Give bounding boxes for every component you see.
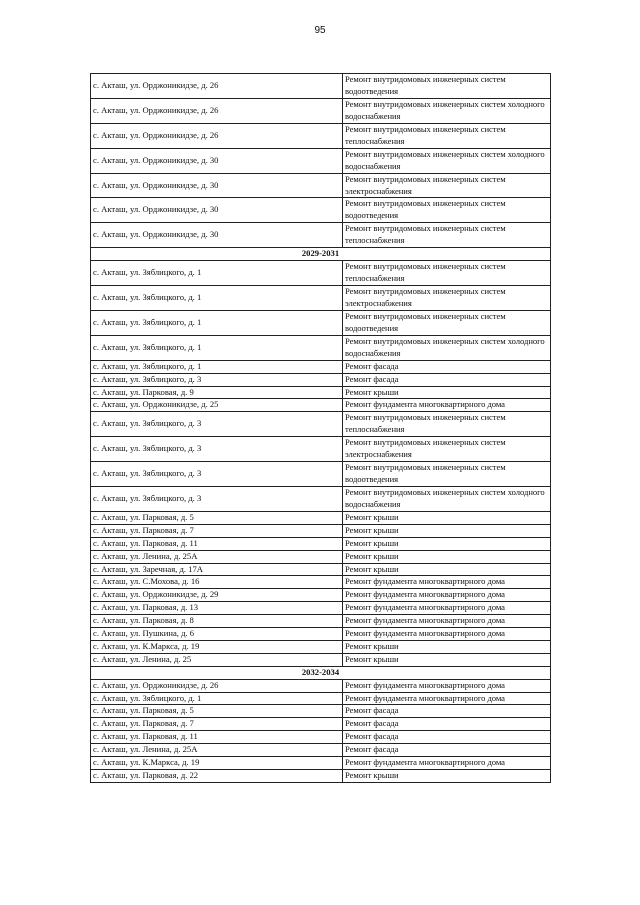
address-cell: с. Акташ, ул. Парковая, д. 9: [91, 386, 343, 399]
address-cell: с. Акташ, ул. Ленина, д. 25А: [91, 744, 343, 757]
work-type-cell: Ремонт фасада: [343, 705, 551, 718]
work-type-cell: Ремонт внутридомовых инженерных систем теплоснабжения: [343, 223, 551, 248]
work-type-cell: Ремонт крыши: [343, 524, 551, 537]
work-type-cell: Ремонт фундамента многоквартирного дома: [343, 692, 551, 705]
repair-schedule-table: [90, 73, 551, 783]
table-row: [91, 98, 551, 123]
address-cell: с. Акташ, ул. Ленина, д. 25: [91, 653, 343, 666]
table-row: [91, 373, 551, 386]
address-cell: с. Акташ, ул. Орджоникидзе, д. 29: [91, 589, 343, 602]
work-type-cell: Ремонт фасада: [343, 718, 551, 731]
address-cell: с. Акташ, ул. Орджоникидзе, д. 30: [91, 148, 343, 173]
work-type-cell: Ремонт крыши: [343, 550, 551, 563]
work-type-cell: Ремонт внутридомовых инженерных систем электроснабжения: [343, 173, 551, 198]
address-cell: с. Акташ, ул. Парковая, д. 5: [91, 511, 343, 524]
address-cell: с. Акташ, ул. С.Мохова, д. 16: [91, 576, 343, 589]
address-cell: с. Акташ, ул. Орджоникидзе, д. 30: [91, 223, 343, 248]
address-cell: с. Акташ, ул. Зяблицкого, д. 1: [91, 360, 343, 373]
address-cell: с. Акташ, ул. Пушкина, д. 6: [91, 628, 343, 641]
page-number: 95: [314, 25, 326, 36]
address-cell: с. Акташ, ул. Зяблицкого, д. 3: [91, 462, 343, 487]
address-cell: с. Акташ, ул. Заречная, д. 17А: [91, 563, 343, 576]
work-type-cell: Ремонт фундамента многоквартирного дома: [343, 602, 551, 615]
address-cell: с. Акташ, ул. К.Маркса, д. 19: [91, 757, 343, 770]
work-type-cell: Ремонт фасада: [343, 373, 551, 386]
address-cell: с. Акташ, ул. Парковая, д. 7: [91, 524, 343, 537]
work-type-cell: Ремонт внутридомовых инженерных систем холодного водоснабжения: [343, 148, 551, 173]
table-row: [91, 537, 551, 550]
table-row: [91, 286, 551, 311]
address-cell: с. Акташ, ул. Зяблицкого, д. 1: [91, 261, 343, 286]
table-row: [91, 437, 551, 462]
table-row: [91, 223, 551, 248]
address-cell: с. Акташ, ул. Зяблицкого, д. 3: [91, 437, 343, 462]
work-type-cell: Ремонт фундамента многоквартирного дома: [343, 628, 551, 641]
table-row: [91, 770, 551, 783]
period-label: 2032-2034: [91, 666, 551, 679]
address-cell: с. Акташ, ул. Зяблицкого, д. 3: [91, 373, 343, 386]
table-row: [91, 744, 551, 757]
address-cell: с. Акташ, ул. Зяблицкого, д. 1: [91, 310, 343, 335]
work-type-cell: Ремонт крыши: [343, 563, 551, 576]
work-type-cell: Ремонт фундамента многоквартирного дома: [343, 757, 551, 770]
work-type-cell: Ремонт крыши: [343, 511, 551, 524]
address-cell: с. Акташ, ул. Парковая, д. 7: [91, 718, 343, 731]
address-cell: с. Акташ, ул. Парковая, д. 8: [91, 615, 343, 628]
table-row: [91, 173, 551, 198]
table-row: [91, 628, 551, 641]
address-cell: с. Акташ, ул. Зяблицкого, д. 1: [91, 286, 343, 311]
work-type-cell: Ремонт внутридомовых инженерных систем теплоснабжения: [343, 412, 551, 437]
work-type-cell: Ремонт крыши: [343, 386, 551, 399]
table-row: [91, 705, 551, 718]
address-cell: с. Акташ, ул. Ленина, д. 25А: [91, 550, 343, 563]
table-body: [91, 74, 551, 783]
address-cell: с. Акташ, ул. Орджоникидзе, д. 26: [91, 679, 343, 692]
table-row: [91, 399, 551, 412]
table-row: [91, 524, 551, 537]
table-row: [91, 550, 551, 563]
work-type-cell: Ремонт фундамента многоквартирного дома: [343, 399, 551, 412]
address-cell: с. Акташ, ул. Орджоникидзе, д. 30: [91, 198, 343, 223]
work-type-cell: Ремонт внутридомовых инженерных систем теплоснабжения: [343, 123, 551, 148]
address-cell: с. Акташ, ул. Орджоникидзе, д. 30: [91, 173, 343, 198]
table-row: [91, 576, 551, 589]
table-row: [91, 412, 551, 437]
work-type-cell: Ремонт фасада: [343, 744, 551, 757]
work-type-cell: Ремонт фундамента многоквартирного дома: [343, 576, 551, 589]
table-row: [91, 602, 551, 615]
address-cell: с. Акташ, ул. Орджоникидзе, д. 26: [91, 74, 343, 99]
table-row: [91, 718, 551, 731]
work-type-cell: Ремонт крыши: [343, 640, 551, 653]
work-type-cell: Ремонт внутридомовых инженерных систем водоотведения: [343, 462, 551, 487]
table-row: [91, 335, 551, 360]
address-cell: с. Акташ, ул. Парковая, д. 13: [91, 602, 343, 615]
table-row: [91, 511, 551, 524]
work-type-cell: Ремонт внутридомовых инженерных систем электроснабжения: [343, 437, 551, 462]
work-type-cell: Ремонт внутридомовых инженерных систем теплоснабжения: [343, 261, 551, 286]
address-cell: с. Акташ, ул. Парковая, д. 22: [91, 770, 343, 783]
work-type-cell: Ремонт крыши: [343, 653, 551, 666]
address-cell: с. Акташ, ул. Зяблицкого, д. 1: [91, 335, 343, 360]
period-header-row: [91, 666, 551, 679]
work-type-cell: Ремонт фасада: [343, 731, 551, 744]
period-header-row: [91, 248, 551, 261]
work-type-cell: Ремонт внутридомовых инженерных систем холодного водоснабжения: [343, 487, 551, 512]
table-row: [91, 653, 551, 666]
period-label: 2029-2031: [91, 248, 551, 261]
work-type-cell: Ремонт внутридомовых инженерных систем водоотведения: [343, 74, 551, 99]
table-row: [91, 310, 551, 335]
table-row: [91, 360, 551, 373]
address-cell: с. Акташ, ул. Парковая, д. 11: [91, 731, 343, 744]
table-row: [91, 692, 551, 705]
work-type-cell: Ремонт фундамента многоквартирного дома: [343, 615, 551, 628]
table-row: [91, 487, 551, 512]
table-row: [91, 731, 551, 744]
address-cell: с. Акташ, ул. Орджоникидзе, д. 25: [91, 399, 343, 412]
table-row: [91, 589, 551, 602]
table-row: [91, 563, 551, 576]
work-type-cell: Ремонт внутридомовых инженерных систем электроснабжения: [343, 286, 551, 311]
work-type-cell: Ремонт внутридомовых инженерных систем водоотведения: [343, 198, 551, 223]
table-row: [91, 148, 551, 173]
work-type-cell: Ремонт фасада: [343, 360, 551, 373]
address-cell: с. Акташ, ул. Зяблицкого, д. 3: [91, 487, 343, 512]
work-type-cell: Ремонт внутридомовых инженерных систем водоотведения: [343, 310, 551, 335]
table-row: [91, 757, 551, 770]
address-cell: с. Акташ, ул. К.Маркса, д. 19: [91, 640, 343, 653]
table-row: [91, 261, 551, 286]
table-row: [91, 462, 551, 487]
table-row: [91, 198, 551, 223]
table-row: [91, 679, 551, 692]
work-type-cell: Ремонт крыши: [343, 770, 551, 783]
address-cell: с. Акташ, ул. Парковая, д. 5: [91, 705, 343, 718]
address-cell: с. Акташ, ул. Парковая, д. 11: [91, 537, 343, 550]
work-type-cell: Ремонт внутридомовых инженерных систем холодного водоснабжения: [343, 335, 551, 360]
address-cell: с. Акташ, ул. Зяблицкого, д. 1: [91, 692, 343, 705]
work-type-cell: Ремонт крыши: [343, 537, 551, 550]
address-cell: с. Акташ, ул. Орджоникидзе, д. 26: [91, 123, 343, 148]
table-row: [91, 74, 551, 99]
table-row: [91, 615, 551, 628]
work-type-cell: Ремонт внутридомовых инженерных систем холодного водоснабжения: [343, 98, 551, 123]
work-type-cell: Ремонт фундамента многоквартирного дома: [343, 679, 551, 692]
table-row: [91, 640, 551, 653]
table-row: [91, 386, 551, 399]
address-cell: с. Акташ, ул. Орджоникидзе, д. 26: [91, 98, 343, 123]
table-row: [91, 123, 551, 148]
address-cell: с. Акташ, ул. Зяблицкого, д. 3: [91, 412, 343, 437]
work-type-cell: Ремонт фундамента многоквартирного дома: [343, 589, 551, 602]
